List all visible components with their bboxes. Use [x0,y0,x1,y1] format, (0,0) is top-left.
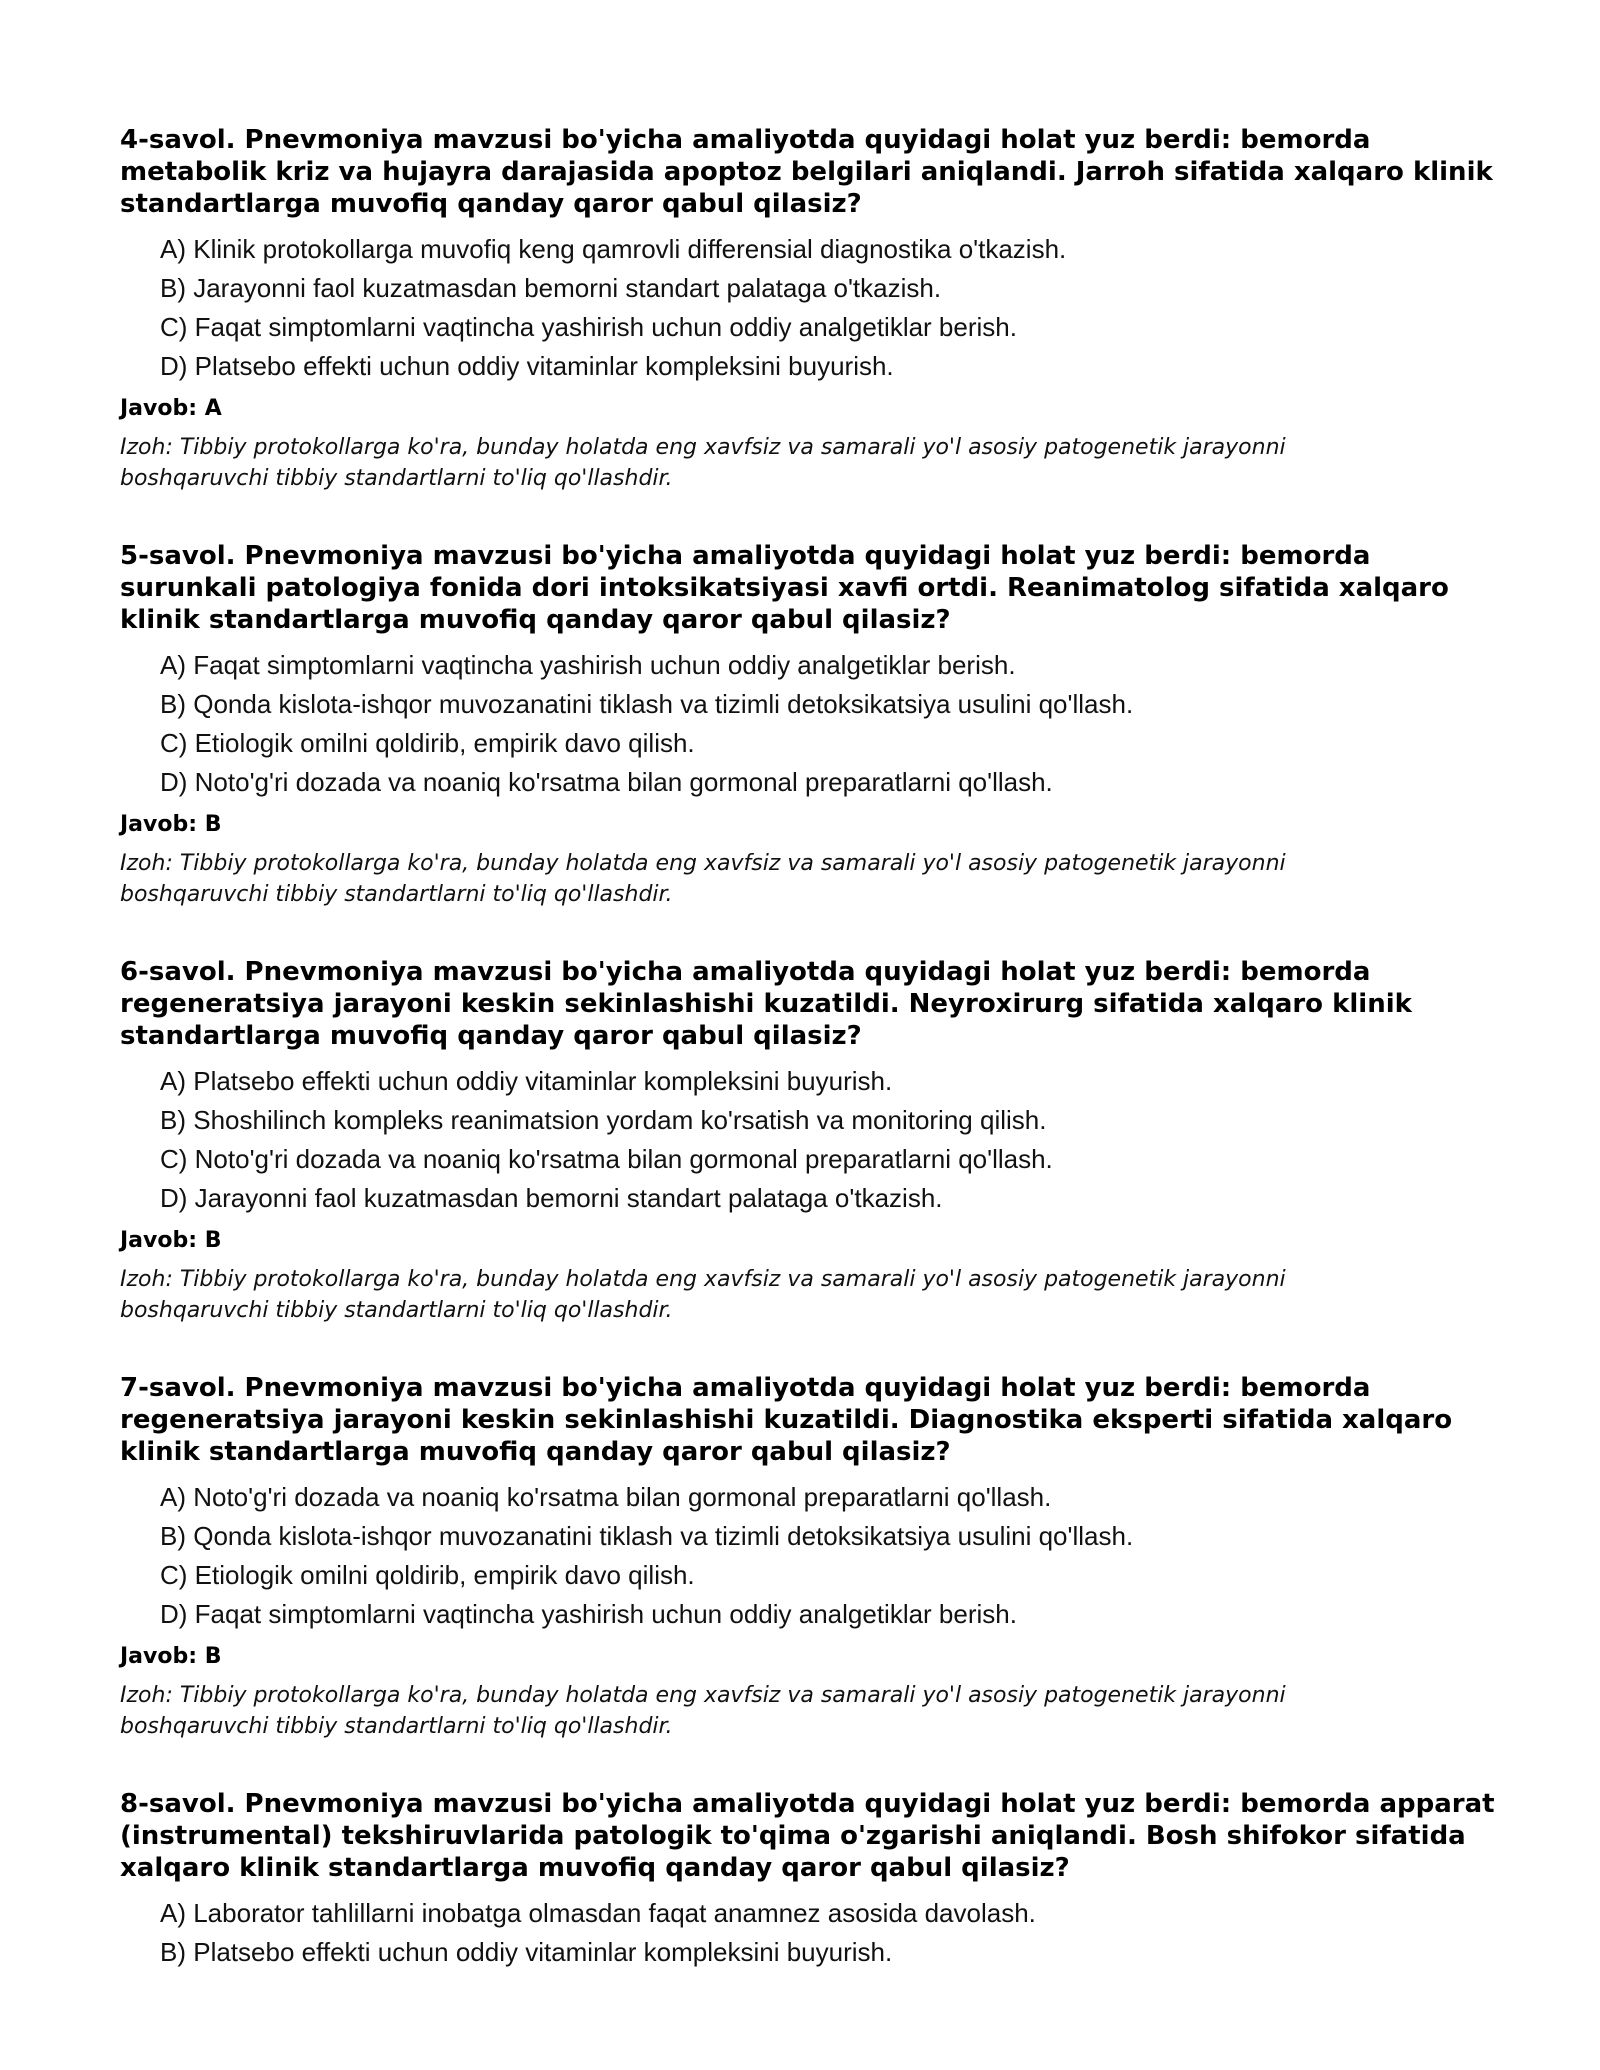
option-a: A) Klinik protokollarga muvofiq keng qamrovli differensial diagnostika o'tkazish. [160,234,1067,264]
options-list [120,1894,1500,1972]
answer: Javob: B [120,1228,222,1253]
question-7 [120,1372,1500,1742]
option-d: D) Jarayonni faol kuzatmasdan bemorni standart palataga o'tkazish. [160,1183,943,1213]
option-c: C) Faqat simptomlarni vaqtincha yashirish uchun oddiy analgetiklar berish. [160,312,1017,342]
option-d: D) Faqat simptomlarni vaqtincha yashirish uchun oddiy analgetiklar berish. [160,1599,1017,1629]
question-title: 6-savol. Pnevmoniya mavzusi bo'yicha amaliyotda quyidagi holat yuz berdi: bemorda regeneratsiya jarayoni keskin sekinlashishi kuzatildi. Neyroxirurg sifatida xalqaro klinik standartlarga muvofiq qanday qaror qabul qilasiz? [120,957,1412,1051]
option-c: C) Noto'g'ri dozada va noaniq ko'rsatma bilan gormonal preparatlarni qo'llash. [160,1144,1053,1174]
option-a: A) Platsebo effekti uchun oddiy vitaminlar kompleksini buyurish. [160,1066,893,1096]
option-b: B) Platsebo effekti uchun oddiy vitaminlar kompleksini buyurish. [160,1937,893,1967]
explanation: Izoh: Tibbiy protokollarga ko'ra, bunday holatda eng xavfsiz va samarali yo'l asosiy patogenetik jarayonni boshqaruvchi tibbiy standartlarni to'liq qo'llashdir. [120,435,1286,491]
option-d: D) Noto'g'ri dozada va noaniq ko'rsatma bilan gormonal preparatlarni qo'llash. [160,767,1053,797]
explanation: Izoh: Tibbiy protokollarga ko'ra, bunday holatda eng xavfsiz va samarali yo'l asosiy patogenetik jarayonni boshqaruvchi tibbiy standartlarni to'liq qo'llashdir. [120,1683,1286,1739]
option-d: D) Platsebo effekti uchun oddiy vitaminlar kompleksini buyurish. [160,351,894,381]
options-list [120,646,1500,802]
question-8 [120,1788,1500,1972]
answer: Javob: B [120,1644,222,1669]
options-list [120,230,1500,386]
answer: Javob: B [120,812,222,837]
question-title: 4-savol. Pnevmoniya mavzusi bo'yicha amaliyotda quyidagi holat yuz berdi: bemorda metabolik kriz va hujayra darajasida apoptoz belgilari aniqlandi. Jarroh sifatida xalqaro klinik standartlarga muvofiq qanday qaror qabul qilasiz? [120,125,1493,219]
option-a: A) Laborator tahlillarni inobatga olmasdan faqat anamnez asosida davolash. [160,1898,1036,1928]
options-list [120,1478,1500,1634]
question-title: 8-savol. Pnevmoniya mavzusi bo'yicha amaliyotda quyidagi holat yuz berdi: bemorda apparat (instrumental) tekshiruvlarida patologik to'qima o'zgarishi aniqlandi. Bosh shifokor sifatida xalqaro klinik standartlarga muvofiq qanday qaror qabul qilasiz? [120,1789,1495,1883]
options-list [120,1062,1500,1218]
option-a: A) Noto'g'ri dozada va noaniq ko'rsatma bilan gormonal preparatlarni qo'llash. [160,1482,1052,1512]
question-title: 7-savol. Pnevmoniya mavzusi bo'yicha amaliyotda quyidagi holat yuz berdi: bemorda regeneratsiya jarayoni keskin sekinlashishi kuzatildi. Diagnostika eksperti sifatida xalqaro klinik standartlarga muvofiq qanday qaror qabul qilasiz? [120,1373,1453,1467]
question-title: 5-savol. Pnevmoniya mavzusi bo'yicha amaliyotda quyidagi holat yuz berdi: bemorda surunkali patologiya fonida dori intoksikatsiyasi xavfi ortdi. Reanimatolog sifatida xalqaro klinik standartlarga muvofiq qanday qaror qabul qilasiz? [120,541,1449,635]
answer: Javob: A [120,396,222,421]
explanation: Izoh: Tibbiy protokollarga ko'ra, bunday holatda eng xavfsiz va samarali yo'l asosiy patogenetik jarayonni boshqaruvchi tibbiy standartlarni to'liq qo'llashdir. [120,1267,1286,1323]
option-b: B) Shoshilinch kompleks reanimatsion yordam ko'rsatish va monitoring qilish. [160,1105,1047,1135]
option-b: B) Qonda kislota-ishqor muvozanatini tiklash va tizimli detoksikatsiya usulini qo'llash. [160,1521,1134,1551]
document-page [120,124,1500,2018]
option-b: B) Qonda kislota-ishqor muvozanatini tiklash va tizimli detoksikatsiya usulini qo'llash. [160,689,1134,719]
option-c: C) Etiologik omilni qoldirib, empirik davo qilish. [160,1560,695,1590]
question-6 [120,956,1500,1326]
option-a: A) Faqat simptomlarni vaqtincha yashirish uchun oddiy analgetiklar berish. [160,650,1016,680]
explanation: Izoh: Tibbiy protokollarga ko'ra, bunday holatda eng xavfsiz va samarali yo'l asosiy patogenetik jarayonni boshqaruvchi tibbiy standartlarni to'liq qo'llashdir. [120,851,1286,907]
option-b: B) Jarayonni faol kuzatmasdan bemorni standart palataga o'tkazish. [160,273,942,303]
question-4 [120,124,1500,494]
question-5 [120,540,1500,910]
option-c: C) Etiologik omilni qoldirib, empirik davo qilish. [160,728,695,758]
